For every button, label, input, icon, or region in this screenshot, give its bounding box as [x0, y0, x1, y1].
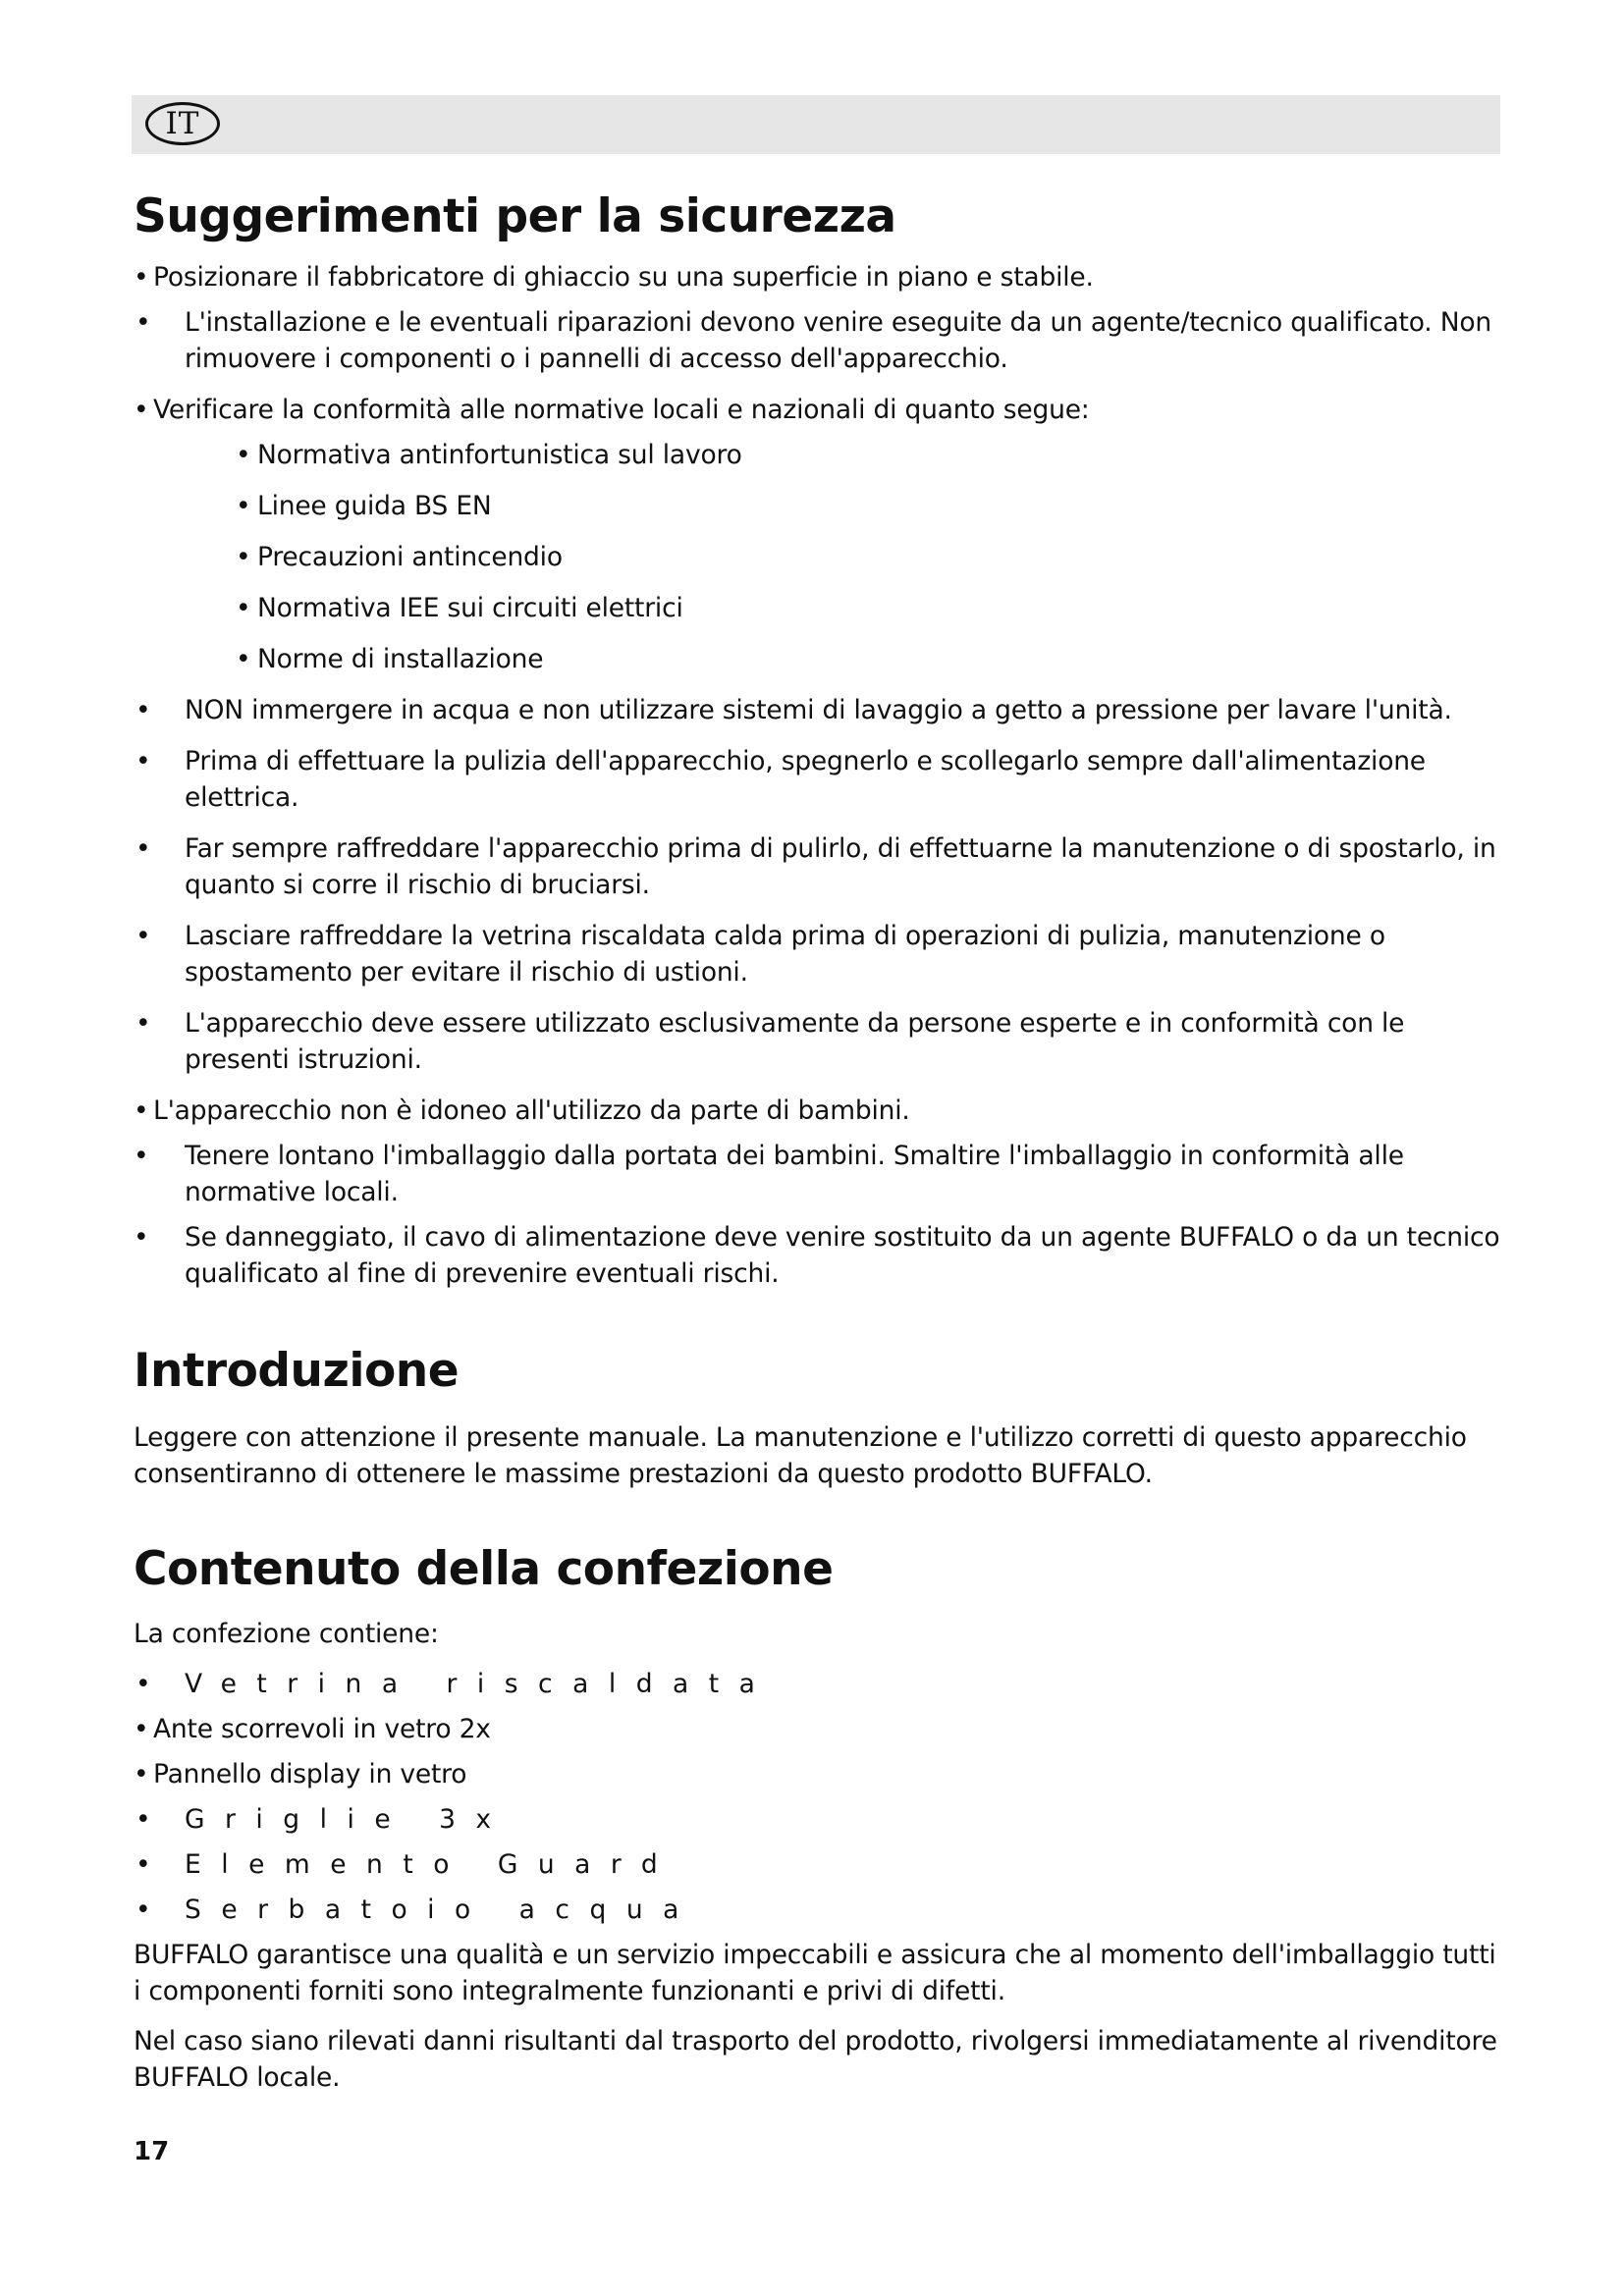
damage-statement: Nel caso siano rilevati danni risultanti dal trasporto del prodotto, rivolgersi immediatamente al rivenditore BUFFALO locale.	[134, 2026, 1497, 2093]
package-item: • Pannello display in vetro	[134, 1756, 1503, 1792]
package-contents-list	[134, 1666, 1503, 1928]
safety-item: • Verificare la conformità alle normative locali e nazionali di quanto segue:	[134, 392, 1503, 428]
safety-subitem: • Norme di installazione	[134, 641, 1503, 677]
safety-item: • Posizionare il fabbricatore di ghiaccio su una superficie in piano e stabile.	[134, 259, 1503, 295]
section-title-introduction: Introduzione	[134, 1344, 460, 1398]
page-content	[134, 183, 1503, 2109]
safety-item: • L'apparecchio deve essere utilizzato esclusivamente da persone esperte e in conformità con le presenti istruzioni.	[134, 1005, 1503, 1078]
section-title-package-contents: Contenuto della confezione	[134, 1542, 834, 1596]
safety-subitem: • Normativa IEE sui circuiti elettrici	[134, 590, 1503, 626]
safety-list	[134, 259, 1503, 1292]
language-badge: IT	[145, 102, 220, 145]
safety-item: • Se danneggiato, il cavo di alimentazione deve venire sostituito da un agente BUFFALO o da un tecnico qualificato al fine di prevenire eventuali rischi.	[134, 1219, 1503, 1292]
safety-item	[134, 1138, 1503, 1210]
package-item: • Ante scorrevoli in vetro 2x	[134, 1711, 1503, 1747]
package-item: • Serbatoio acqua	[134, 1892, 1503, 1928]
safety-item: • Far sempre raffreddare l'apparecchio prima di pulirlo, di effettuarne la manutenzione o di spostarlo, in quanto si corre il rischio di bruciarsi.	[134, 830, 1503, 903]
safety-subitem: • Linee guida BS EN	[134, 488, 1503, 524]
package-item: • Vetrina riscaldata	[134, 1666, 1503, 1702]
safety-item: • L'installazione e le eventuali riparazioni devono venire eseguite da un agente/tecnico qualificato. Non rimuovere i componenti o i pannelli di accesso dell'apparecchio.	[134, 304, 1503, 377]
safety-subitem: • Normativa antinfortunistica sul lavoro	[134, 437, 1503, 473]
page-number: 17	[134, 2137, 170, 2166]
introduction-text: Leggere con attenzione il presente manuale. La manutenzione e l'utilizzo corretti di questo apparecchio consentiranno di ottenere le massime prestazioni da questo prodotto BUFFALO.	[134, 1422, 1467, 1489]
safety-item: • Lasciare raffreddare la vetrina riscaldata calda prima di operazioni di pulizia, manutenzione o spostamento per evitare il rischio di ustioni.	[134, 918, 1503, 990]
safety-item: • Prima di effettuare la pulizia dell'apparecchio, spegnerlo e scollegarlo sempre dall'alimentazione elettrica.	[134, 743, 1503, 816]
safety-subitem: • Precauzioni antincendio	[134, 539, 1503, 575]
package-item: • Elemento Guard	[134, 1846, 1503, 1883]
section-title-safety: Suggerimenti per la sicurezza	[134, 189, 896, 243]
safety-item: • L'apparecchio non è idoneo all'utilizzo da parte di bambini.	[134, 1093, 1503, 1129]
package-item: • Griglie 3x	[134, 1801, 1503, 1838]
language-header-bar	[132, 95, 1500, 154]
quality-statement: BUFFALO garantisce una qualità e un servizio impeccabili e assicura che al momento dell'imballaggio tutti i componenti forniti sono integralmente funzionanti e privi di difetti.	[134, 1940, 1496, 2006]
safety-item-text: Tenere lontano l'imballaggio dalla portata dei bambini. Smaltire l'imballaggio in conformità alle normative locali.	[185, 1141, 1404, 1207]
package-contents-intro: La confezione contiene:	[134, 1619, 439, 1649]
safety-item: • NON immergere in acqua e non utilizzare sistemi di lavaggio a getto a pressione per lavare l'unità.	[134, 692, 1503, 728]
